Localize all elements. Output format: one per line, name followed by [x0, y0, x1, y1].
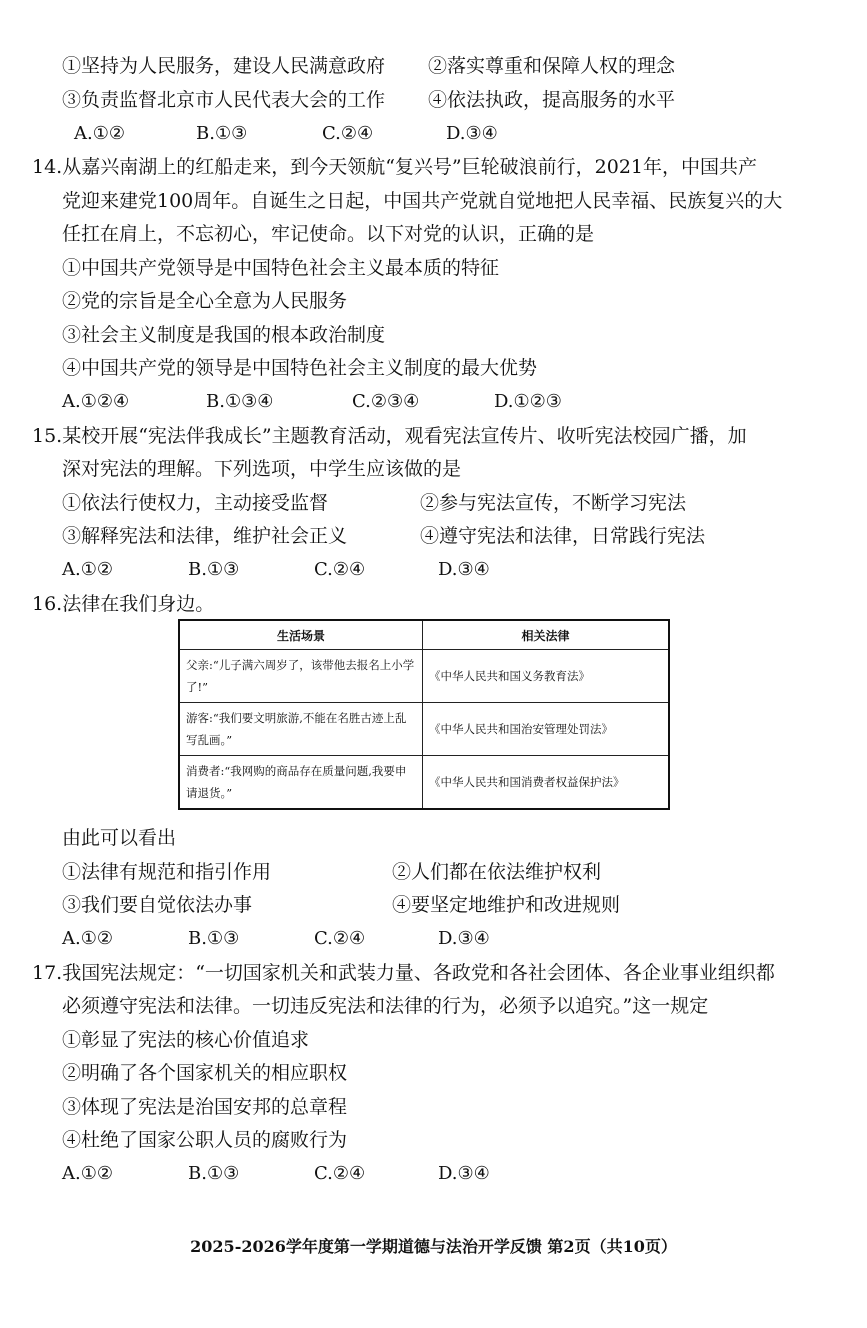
q16-choice-b: B.①③ — [188, 928, 240, 949]
q14-option-3: ③社会主义制度是我国的根本政治制度 — [62, 324, 386, 346]
q17-option-4: ④杜绝了国家公职人员的腐败行为 — [62, 1129, 348, 1151]
q17-stem-line-2: 必须遵守宪法和法律。一切违反宪法和法律的行为，必须予以追究。”这一规定 — [62, 995, 709, 1017]
q13-choice-b: B.①③ — [196, 123, 248, 144]
law-table-header-row — [179, 620, 669, 650]
q13-choice-a: A.①② — [74, 123, 125, 144]
q17-stem-line-1: 17.我国宪法规定：“一切国家机关和武装力量、各政党和各社会团体、各企业事业组织都 — [32, 962, 775, 984]
q17-choice-d: D.③④ — [438, 1163, 490, 1184]
q14-stem-line-2: 党迎来建党100周年。自诞生之日起，中国共产党就自觉地把人民幸福、民族复兴的大 — [62, 190, 783, 212]
q15-choice-d: D.③④ — [438, 559, 490, 580]
q16-lead: 由此可以看出 — [62, 827, 177, 849]
q13-choice-c: C.②④ — [322, 123, 374, 144]
q15-stem-line-2: 深对宪法的理解。下列选项，中学生应该做的是 — [62, 458, 462, 480]
q15-option-1: ①依法行使权力，主动接受监督 — [62, 492, 329, 514]
q13-option-1: ①坚持为人民服务，建设人民满意政府 — [62, 55, 386, 77]
q16-option-3: ③我们要自觉依法办事 — [62, 894, 253, 916]
law-table-scene-cell: 游客:“我们要文明旅游,不能在名胜古迹上乱写乱画。” — [179, 703, 423, 756]
q14-stem-line-1: 14.从嘉兴南湖上的红船走来，到今天领航“复兴号”巨轮破浪前行，2021年，中国共产 — [32, 156, 757, 178]
q13-option-2: ②落实尊重和保障人权的理念 — [428, 55, 676, 77]
law-table — [178, 619, 670, 810]
q15-stem-line-1: 15.某校开展“宪法伴我成长”主题教育活动，观看宪法宣传片、收听宪法校园广播，加 — [32, 425, 747, 447]
law-table-header-scene: 生活场景 — [179, 620, 423, 650]
q15-option-3: ③解释宪法和法律，维护社会正义 — [62, 525, 348, 547]
q15-choice-b: B.①③ — [188, 559, 240, 580]
q17-option-3: ③体现了宪法是治国安邦的总章程 — [62, 1096, 348, 1118]
q13-choice-d: D.③④ — [446, 123, 498, 144]
page-footer: 2025-2026学年度第一学期道德与法治开学反馈 第2页（共10页） — [190, 1237, 677, 1256]
law-table-law-cell: 《中华人民共和国治安管理处罚法》 — [423, 703, 670, 756]
q17-choice-c: C.②④ — [314, 1163, 366, 1184]
q16-choice-d: D.③④ — [438, 928, 490, 949]
law-table-law-cell: 《中华人民共和国义务教育法》 — [423, 650, 670, 703]
q15-choice-c: C.②④ — [314, 559, 366, 580]
q14-choice-b: B.①③④ — [206, 391, 274, 412]
law-table-law-cell: 《中华人民共和国消费者权益保护法》 — [423, 756, 670, 810]
q14-choice-c: C.②③④ — [352, 391, 420, 412]
q14-stem-line-3: 任扛在肩上，不忘初心，牢记使命。以下对党的认识，正确的是 — [62, 223, 595, 245]
table-row — [179, 756, 669, 810]
q14-option-4: ④中国共产党的领导是中国特色社会主义制度的最大优势 — [62, 357, 538, 379]
table-row — [179, 650, 669, 703]
q15-option-4: ④遵守宪法和法律，日常践行宪法 — [420, 525, 706, 547]
q16-choice-a: A.①② — [62, 928, 113, 949]
q16-choice-c: C.②④ — [314, 928, 366, 949]
law-table-scene-cell: 消费者:“我网购的商品存在质量问题,我要申请退货。” — [179, 756, 423, 810]
table-row — [179, 703, 669, 756]
q13-option-3: ③负责监督北京市人民代表大会的工作 — [62, 89, 386, 111]
q14-option-2: ②党的宗旨是全心全意为人民服务 — [62, 290, 348, 312]
q13-option-4: ④依法执政，提高服务的水平 — [428, 89, 676, 111]
q14-option-1: ①中国共产党领导是中国特色社会主义最本质的特征 — [62, 257, 500, 279]
q16-option-1: ①法律有规范和指引作用 — [62, 861, 272, 883]
q16-option-4: ④要坚定地维护和改进规则 — [392, 894, 621, 916]
law-table-scene-cell: 父亲:“儿子满六周岁了，该带他去报名上小学了!” — [179, 650, 423, 703]
q16-stem: 16.法律在我们身边。 — [32, 593, 215, 615]
q14-choice-d: D.①②③ — [494, 391, 562, 412]
q14-choice-a: A.①②④ — [62, 391, 130, 412]
q17-option-2: ②明确了各个国家机关的相应职权 — [62, 1062, 348, 1084]
law-table-header-law: 相关法律 — [423, 620, 670, 650]
q17-choice-b: B.①③ — [188, 1163, 240, 1184]
q17-option-1: ①彰显了宪法的核心价值追求 — [62, 1029, 310, 1051]
q16-option-2: ②人们都在依法维护权利 — [392, 861, 602, 883]
q17-choice-a: A.①② — [62, 1163, 113, 1184]
q15-option-2: ②参与宪法宣传，不断学习宪法 — [420, 492, 687, 514]
q15-choice-a: A.①② — [62, 559, 113, 580]
